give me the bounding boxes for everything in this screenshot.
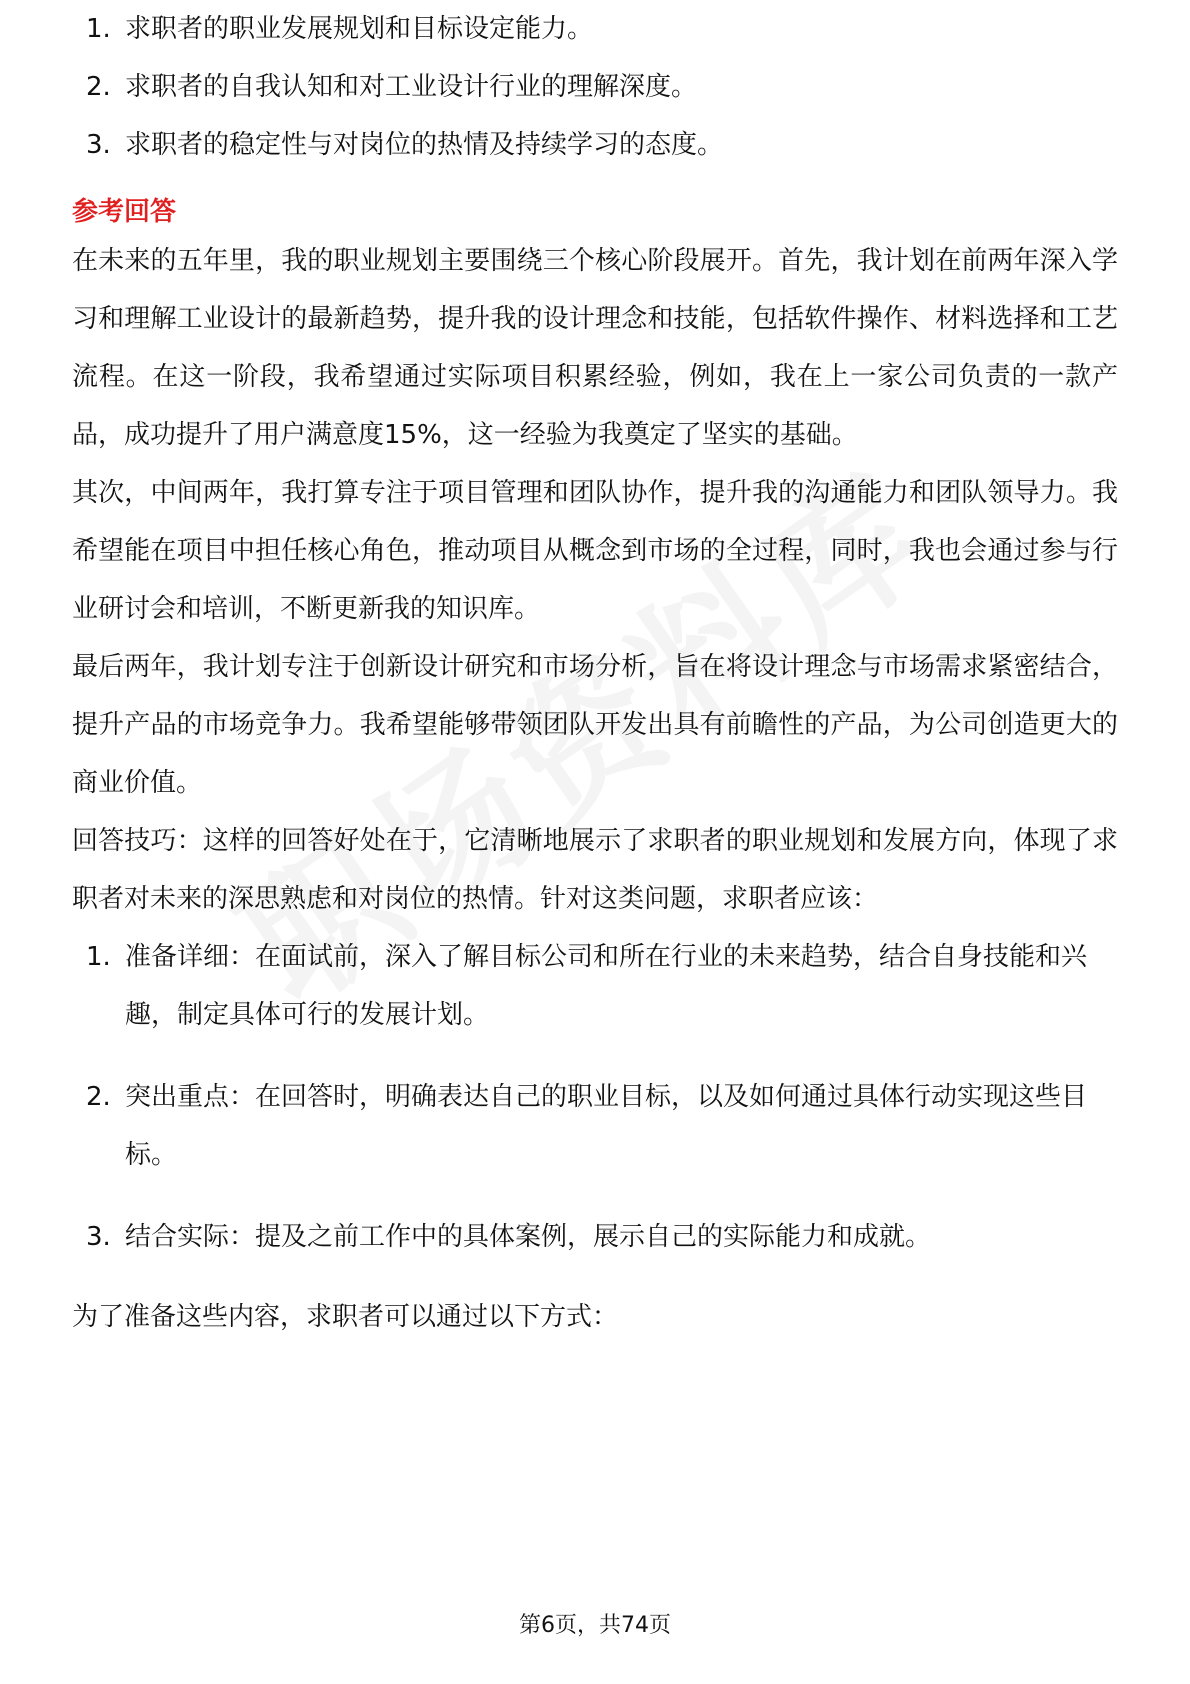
answer-paragraph-2: 其次，中间两年，我打算专注于项目管理和团队协作，提升我的沟通能力和团队领导力。我希望能在项目中担任核心角色，推动项目从概念到市场的全过程，同时，我也会通过参与行业研讨会和培训，不断更新我的知识库。 xyxy=(72,478,1118,624)
list-item xyxy=(72,1208,1118,1266)
document-page xyxy=(72,0,1118,1346)
list-item-text: 结合实际：提及之前工作中的具体案例，展示自己的实际能力和成就。 xyxy=(125,1222,932,1252)
tips-list xyxy=(72,928,1118,1266)
answer-paragraph-3: 最后两年，我计划专注于创新设计研究和市场分析，旨在将设计理念与市场需求紧密结合，提升产品的市场竞争力。我希望能够带领团队开发出具有前瞻性的产品，为公司创造更大的商业价值。 xyxy=(72,652,1118,798)
list-item-text: 求职者的自我认知和对工业设计行业的理解深度。 xyxy=(125,72,698,102)
list-number: 1. xyxy=(86,14,111,44)
final-line: 为了准备这些内容，求职者可以通过以下方式： xyxy=(72,1302,619,1332)
page-footer: 第6页，共74页 xyxy=(519,1613,671,1638)
list-number: 1. xyxy=(86,942,111,972)
list-item xyxy=(72,116,1118,174)
list-item xyxy=(72,1068,1118,1184)
section-title: 参考回答 xyxy=(72,197,177,227)
list-item-text: 求职者的稳定性与对岗位的热情及持续学习的态度。 xyxy=(125,130,724,160)
assessment-points-list xyxy=(72,0,1118,174)
answer-tips-intro: 回答技巧：这样的回答好处在于，它清晰地展示了求职者的职业规划和发展方向，体现了求职者对未来的深思熟虑和对岗位的热情。针对这类问题，求职者应该： xyxy=(72,826,1118,914)
answer-paragraph-1: 在未来的五年里，我的职业规划主要围绕三个核心阶段展开。首先，我计划在前两年深入学习和理解工业设计的最新趋势，提升我的设计理念和技能，包括软件操作、材料选择和工艺流程。在这一阶段，我希望通过实际项目积累经验，例如，我在上一家公司负责的一款产品，成功提升了用户满意度15%，这一经验为我奠定了坚实的基础。 xyxy=(72,246,1118,450)
list-item-text: 准备详细：在面试前，深入了解目标公司和所在行业的未来趋势，结合自身技能和兴趣，制定具体可行的发展计划。 xyxy=(125,942,1088,1030)
list-number: 2. xyxy=(86,1082,111,1112)
list-item xyxy=(72,0,1118,58)
document-content xyxy=(72,0,1118,1346)
list-item-text: 求职者的职业发展规划和目标设定能力。 xyxy=(125,14,594,44)
list-number: 3. xyxy=(86,1222,111,1252)
list-number: 2. xyxy=(86,72,111,102)
list-item xyxy=(72,58,1118,116)
list-item-text: 突出重点：在回答时，明确表达自己的职业目标，以及如何通过具体行动实现这些目标。 xyxy=(125,1082,1088,1170)
list-item xyxy=(72,928,1118,1044)
list-number: 3. xyxy=(86,130,111,160)
